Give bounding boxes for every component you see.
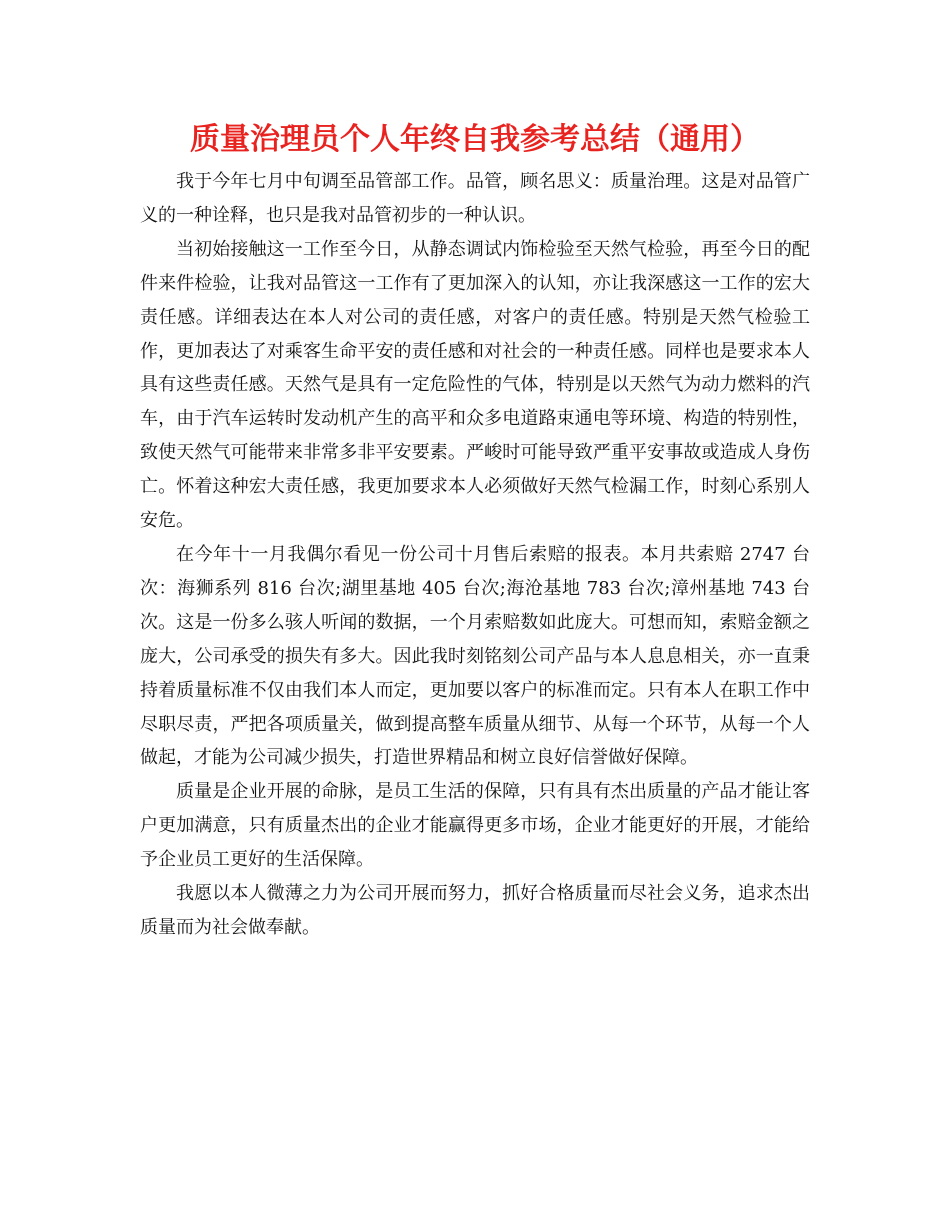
paragraph-5: 我愿以本人微薄之力为公司开展而努力，抓好合格质量而尽社会义务，追求杰出质量而为社会做奉献。 bbox=[140, 883, 810, 938]
paragraph-3: 在今年十一月我偶尔看见一份公司十月售后索赔的报表。本月共索赔 2747 台次：海狮系列 816 台次;湖里基地 405 台次;海沧基地 783 台次;漳州基地 743 台次。这是一份多么骇人听闻的数据，一个月索赔数如此庞大。可想而知，索赔金额之庞大，公司承受的损失有多大。因此我时刻铭刻公司产品与本人息息相关，亦一直秉持着质量标准不仅由我们本人而定，更加要以客户的标准而定。只有本人在职工作中尽职尽责，严把各项质量关，做到提高整车质量从细节、从每一个环节，从每一个人做起，才能为公司减少损失，打造世界精品和树立良好信誉做好保障。 bbox=[140, 543, 810, 769]
paragraph-2: 当初始接触这一工作至今日，从静态调试内饰检验至天然气检验，再至今日的配件来件检验，让我对品管这一工作有了更加深入的认知，亦让我深感这一工作的宏大责任感。详细表达在本人对公司的责任感，对客户的责任感。特别是天然气检验工作，更加表达了对乘客生命平安的责任感和对社会的一种责任感。同样也是要求本人具有这些责任感。天然气是具有一定危险性的气体，特别是以天然气为动力燃料的汽车，由于汽车运转时发动机产生的高平和众多电道路束通电等环境、构造的特别性，致使天然气可能带来非常多非平安要素。严峻时可能导致严重平安事故或造成人身伤亡。怀着这种宏大责任感，我更加要求本人必须做好天然气检漏工作，时刻心系别人安危。 bbox=[140, 238, 810, 532]
document-body bbox=[140, 165, 810, 945]
document-title: 质量治理员个人年终自我参考总结（通用） bbox=[190, 122, 760, 157]
paragraph-4: 质量是企业开展的命脉，是员工生活的保障，只有具有杰出质量的产品才能让客户更加满意，只有质量杰出的企业才能赢得更多市场，企业才能更好的开展，才能给予企业员工更好的生活保障。 bbox=[140, 781, 810, 871]
paragraph-1: 我于今年七月中旬调至品管部工作。品管，顾名思义：质量治理。这是对品管广义的一种诠释，也只是我对品管初步的一种认识。 bbox=[140, 171, 810, 226]
